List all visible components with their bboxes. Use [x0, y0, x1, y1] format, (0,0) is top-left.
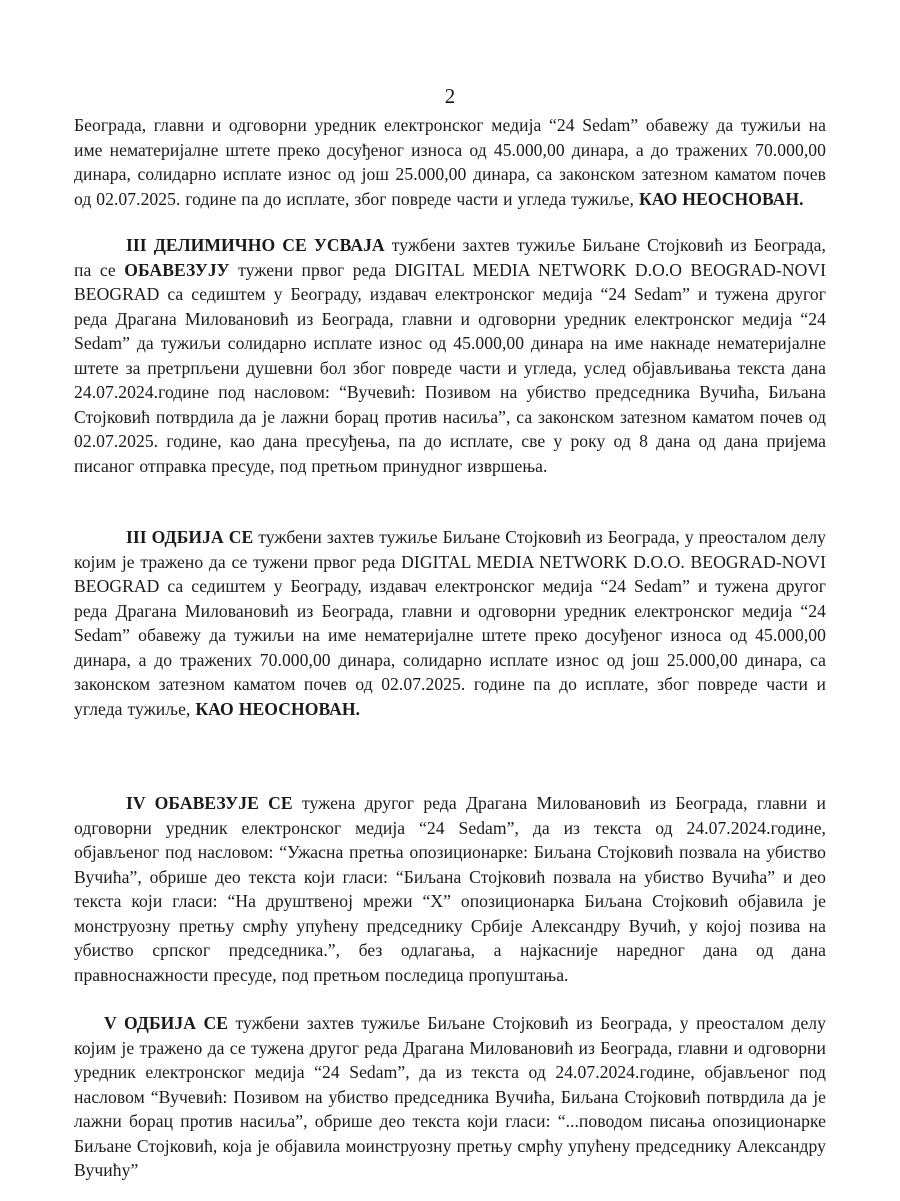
- ruling-heading: III ДЕЛИМИЧНО СЕ УСВАЈА: [126, 235, 385, 255]
- paragraph-ruling-partially-granted: [74, 233, 826, 478]
- paragraph-continuation: [74, 113, 826, 211]
- ruling-end-punct: .: [799, 188, 804, 209]
- paragraph-text: тужбени захтев тужиље Биљане Стојковић из Београда, у преосталом делу којим је тражено да се тужени првог реда DIGITAL MEDIA NETWORK D.O.O. BEOGRAD-NOVI BEOGRAD са седиштем у Београду, издавач електронског медија “24 Sedam” и тужена другог реда Драгана Миловановић из Београда, главни и одговорни уредник електронског медија “24 Sedam” обавежу да тужиљи на име нематеријалне штете преко досуђеног износа од 45.000,00 динара, а до тражених 70.000,00 динара, солидарно исплате износ од још 25.000,00 динара, са законском затезном каматом почев од 02.07.2025. године па до исплате, због повреде части и угледа тужиље,: [74, 527, 826, 719]
- ruling-keyword: КАО НЕОСНОВАН: [638, 188, 800, 209]
- paragraph-text: тужена другог реда Драгана Миловановић из Београда, главни и одговорни уредник електронског медија “24 Sedam”, да из текста од 24.07.2024.године, објављеног под насловом: “Ужасна претња опозиционарке: Биљана Стојковић позвала на убиство Вучића”, обрише део текста који гласи: “Биљана Стојковић позвала на убиство Вучића” и део текста који гласи: “На друштвеној мрежи “X” опозиционарка Биљана Стојковић објавила је монструозну претњу смрћу упућену председнику Србије Александру Вучић, у којој позива на убиство српског председника.”, без одлагања, а најкасније наредног дана од дана правноснажности пресуде, под претњом последица пропуштања.: [74, 793, 826, 985]
- ruling-keyword: КАО НЕОСНОВАН: [195, 698, 356, 719]
- paragraph-ruling-rejected: [74, 525, 826, 721]
- ruling-heading: III ОДБИЈА СЕ: [126, 527, 254, 547]
- paragraph-text: тужени првог реда DIGITAL MEDIA NETWORK D.O.O BEOGRAD-NOVI BEOGRAD са седиштем у Београду, издавач електронског медија “24 Sedam” и тужена другог реда Драгана Миловановић из Београда, главни и одговорни уредник електронског медија “24 Sedam” да тужиљи солидарно исплате износ од 45.000,00 динара на име накнаде нематеријалне штете за претрпљени душевни бол због повреде части и угледа, услед објављивања текста дана 24.07.2024.године под насловом: “Вучевић: Позивом на убиство председника Вучића, Биљана Стојковић потврдила да је лажни борац против насиља”, са законском затезном каматом почев од 02.07.2025. године, као дана пресуђења, па до исплате, све у року од 8 дана од дана пријема писаног отправка пресуде, под претњом принудног извршења.: [74, 259, 826, 476]
- page-number: 2: [444, 84, 456, 108]
- paragraph-text: Београда, главни и одговорни уредник електронског медија “24 Sedam” обавежу да тужиљи на име нематеријалне штете преко досуђеног износа од 45.000,00 динара, а до тражених 70.000,00 динара, солидарно исплате износ од још 25.000,00 динара, са законском затезном каматом почев од 02.07.2025. године па до исплате, због повреде части и угледа тужиље,: [74, 115, 826, 209]
- ruling-heading: IV ОБАВЕЗУЈЕ СЕ: [126, 793, 293, 813]
- paragraph-ruling-obliged: [74, 791, 826, 987]
- paragraph-ruling-rejected-v: [74, 1011, 826, 1183]
- ruling-keyword: ОБАВЕЗУЈУ: [124, 259, 230, 280]
- ruling-heading: V ОДБИЈА СЕ: [104, 1013, 229, 1033]
- paragraph-text: тужбени захтев тужиље Биљане Стојковић из Београда, па се: [74, 235, 826, 280]
- paragraph-text: тужбени захтев тужиље Биљане Стојковић из Београда, у преосталом делу којим је тражено да се тужена другог реда Драгана Миловановић из Београда, главни и одговорни уредник електронског медија “24 Sedam”, да из текста од 24.07.2024.године, објављеног под насловом “Вучевић: Позивом на убиство председника Вучића, Биљана Стојковић потврдила да је лажни борац против насиља”, обрише део текста који гласи: “...поводом писања опозиционарке Биљане Стојковић, која је објавила моинструозну претњу смрћу упућену председнику Александру Вучићу”: [74, 1013, 826, 1180]
- ruling-end-punct: .: [355, 698, 361, 719]
